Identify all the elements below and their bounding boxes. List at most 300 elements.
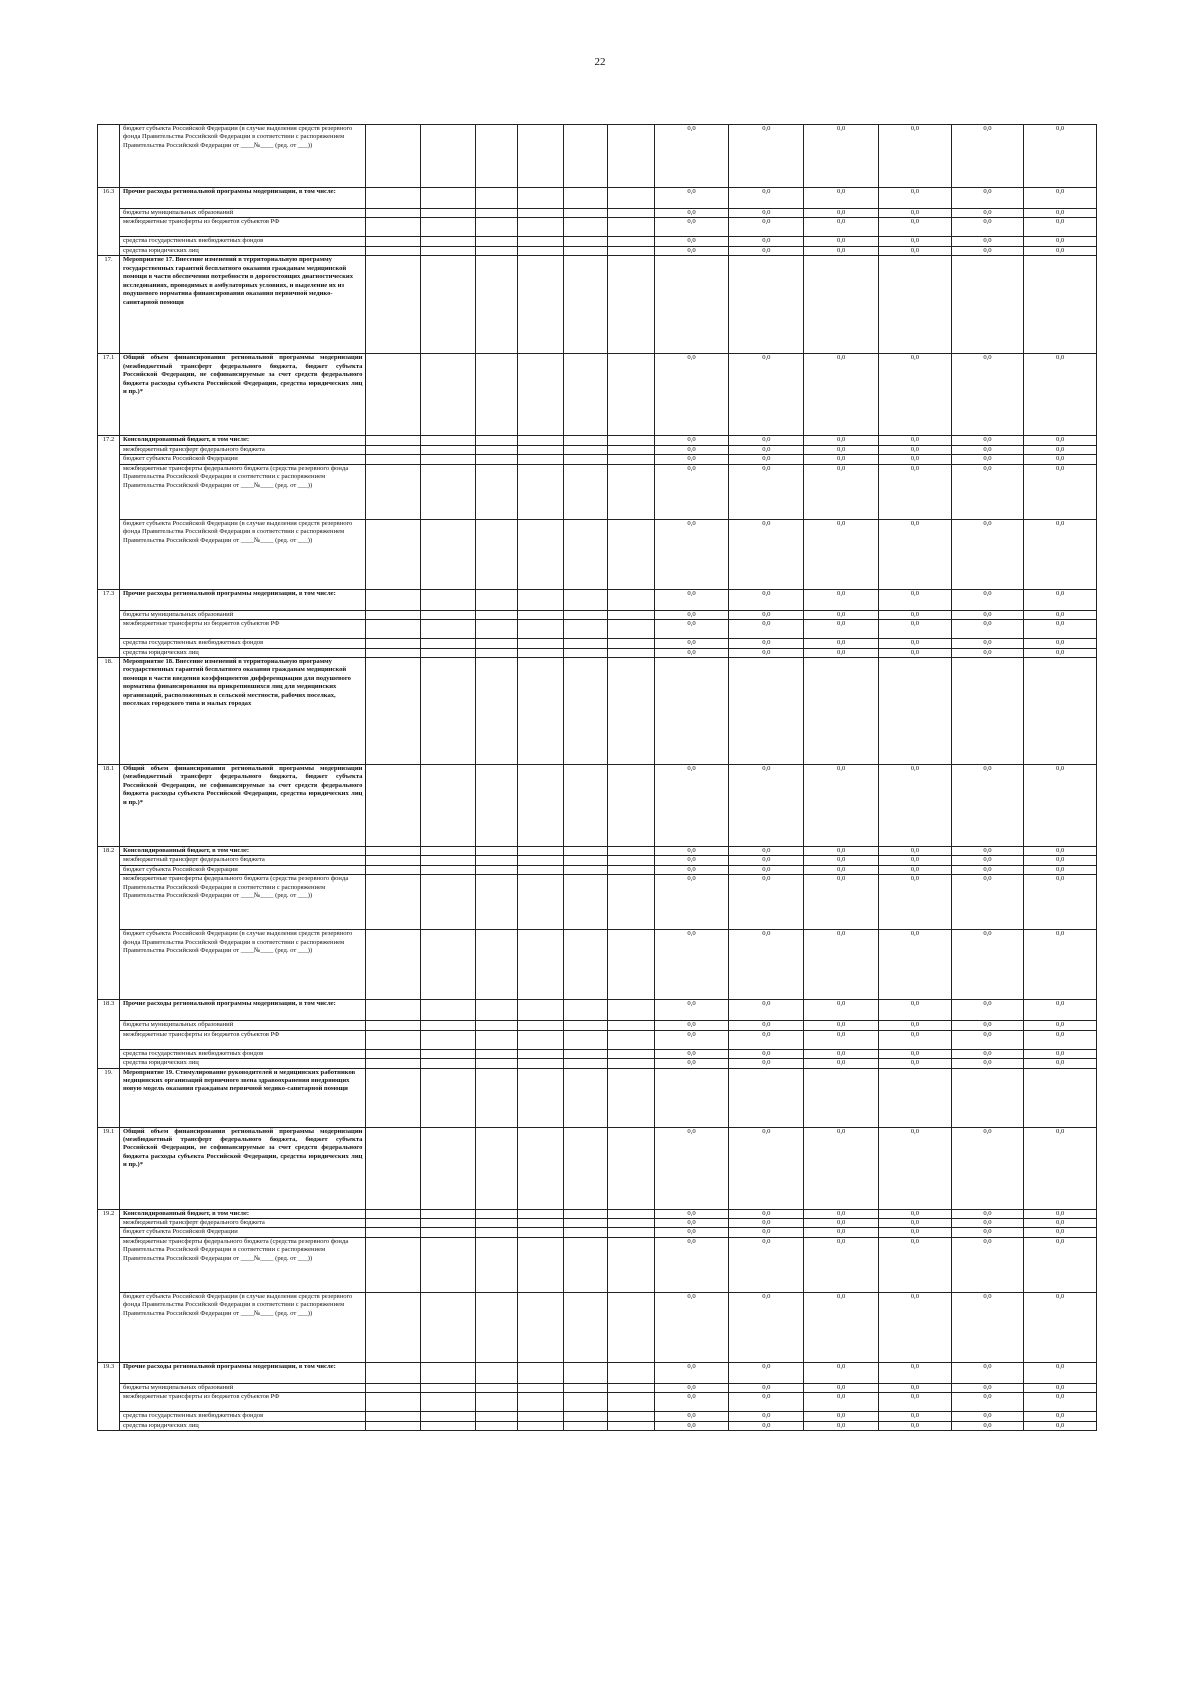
empty-cell: [564, 188, 608, 209]
empty-cell: [366, 1059, 421, 1068]
empty-cell: [518, 209, 564, 218]
empty-cell: [518, 1021, 564, 1030]
empty-cell: [564, 1362, 608, 1383]
value-cell: 0,0: [804, 436, 879, 445]
value-cell: 0,0: [879, 1412, 952, 1421]
value-cell: [879, 657, 952, 764]
empty-cell: [421, 589, 476, 610]
empty-cell: [518, 125, 564, 188]
empty-cell: [518, 1228, 564, 1237]
financing-table: [97, 124, 1097, 1431]
empty-cell: [608, 188, 654, 209]
empty-cell: [564, 209, 608, 218]
value-cell: 0,0: [1024, 436, 1097, 445]
empty-cell: [564, 1059, 608, 1068]
value-cell: 0,0: [654, 354, 729, 436]
row-label: бюджет субъекта Российской Федерации (в случае выделения средств резервного фонда Правительства Российской Федерации в соответствии с распоряжением Правительства Российской Федерации от ____№____ (ред. от ___)): [120, 1292, 366, 1362]
value-cell: 0,0: [729, 875, 804, 930]
value-cell: 0,0: [654, 436, 729, 445]
table-row: [98, 875, 1097, 930]
measure-description: Мероприятие 19. Стимулирование руководителей и медицинских работников медицинских организаций первичного звена здравоохранения внедряющих новую модель оказания гражданам первичной медико-санитарной помощи: [120, 1068, 366, 1127]
row-number: [98, 125, 120, 188]
empty-cell: [564, 1393, 608, 1412]
empty-cell: [476, 464, 518, 519]
value-cell: 0,0: [804, 1021, 879, 1030]
empty-cell: [608, 1030, 654, 1049]
value-cell: 0,0: [654, 1292, 729, 1362]
value-cell: 0,0: [804, 648, 879, 657]
empty-cell: [476, 1000, 518, 1021]
empty-cell: [421, 865, 476, 874]
row-label: межбюджетные трансферты из бюджетов субъектов РФ: [120, 620, 366, 639]
value-cell: 0,0: [951, 209, 1024, 218]
empty-cell: [421, 455, 476, 464]
empty-cell: [518, 610, 564, 619]
value-cell: 0,0: [804, 856, 879, 865]
value-cell: 0,0: [879, 930, 952, 1000]
table-row: [98, 1237, 1097, 1292]
value-cell: 0,0: [879, 519, 952, 589]
value-cell: 0,0: [879, 639, 952, 648]
value-cell: 0,0: [951, 610, 1024, 619]
value-cell: 0,0: [879, 1292, 952, 1362]
empty-cell: [421, 1068, 476, 1127]
empty-cell: [421, 610, 476, 619]
value-cell: 0,0: [951, 1362, 1024, 1383]
value-cell: 0,0: [1024, 620, 1097, 639]
empty-cell: [608, 218, 654, 237]
empty-cell: [421, 256, 476, 354]
empty-cell: [608, 237, 654, 246]
value-cell: 0,0: [654, 1393, 729, 1412]
empty-cell: [366, 237, 421, 246]
value-cell: 0,0: [654, 1383, 729, 1392]
value-cell: 0,0: [1024, 1219, 1097, 1228]
empty-cell: [476, 1030, 518, 1049]
empty-cell: [476, 246, 518, 255]
row-label: средства государственных внебюджетных фондов: [120, 1412, 366, 1421]
row-label: бюджет субъекта Российской Федерации (в случае выделения средств резервного фонда Правительства Российской Федерации в соответствии с распоряжением Правительства Российской Федерации от ____№____ (ред. от ___)): [120, 930, 366, 1000]
empty-cell: [476, 589, 518, 610]
empty-cell: [421, 464, 476, 519]
value-cell: 0,0: [804, 1219, 879, 1228]
empty-cell: [564, 519, 608, 589]
value-cell: 0,0: [804, 445, 879, 454]
table-row: [98, 1068, 1097, 1127]
value-cell: 0,0: [951, 1421, 1024, 1430]
value-cell: 0,0: [729, 1237, 804, 1292]
measure-description: Мероприятие 18. Внесение изменений в территориальную программу государственных гарантий бесплатного оказания гражданам медицинской помощи в части введения коэффициентов дифференциации для подушевого норматива финансирования на прикрепившихся лиц для медицинских организаций, расположенных в сельской местности, рабочих поселках, поселках городского типа и малых городах: [120, 657, 366, 764]
row-number: 17.2: [98, 436, 120, 589]
empty-cell: [564, 639, 608, 648]
row-label: межбюджетные трансферты из бюджетов субъектов РФ: [120, 1030, 366, 1049]
value-cell: 0,0: [879, 209, 952, 218]
empty-cell: [421, 1030, 476, 1049]
page-number: 22: [594, 56, 606, 68]
value-cell: 0,0: [1024, 455, 1097, 464]
empty-cell: [476, 188, 518, 209]
table-row: [98, 1059, 1097, 1068]
value-cell: [951, 657, 1024, 764]
value-cell: 0,0: [951, 764, 1024, 846]
value-cell: 0,0: [1024, 1292, 1097, 1362]
value-cell: 0,0: [654, 1237, 729, 1292]
value-cell: 0,0: [879, 875, 952, 930]
value-cell: 0,0: [654, 589, 729, 610]
value-cell: 0,0: [879, 1383, 952, 1392]
value-cell: 0,0: [654, 246, 729, 255]
value-cell: 0,0: [1024, 1021, 1097, 1030]
empty-cell: [366, 246, 421, 255]
row-label: бюджет субъекта Российской Федерации (в случае выделения средств резервного фонда Правительства Российской Федерации в соответствии с распоряжением Правительства Российской Федерации от ____№____ (ред. от ___)): [120, 125, 366, 188]
value-cell: 0,0: [729, 1021, 804, 1030]
value-cell: 0,0: [654, 1021, 729, 1030]
empty-cell: [518, 1237, 564, 1292]
empty-cell: [608, 846, 654, 855]
empty-cell: [421, 519, 476, 589]
empty-cell: [518, 856, 564, 865]
value-cell: 0,0: [654, 188, 729, 209]
row-label: средства государственных внебюджетных фондов: [120, 237, 366, 246]
row-label: Консолидированный бюджет, в том числе:: [120, 436, 366, 445]
value-cell: 0,0: [654, 464, 729, 519]
row-number: 18.1: [98, 764, 120, 846]
table-row: [98, 1393, 1097, 1412]
empty-cell: [366, 875, 421, 930]
empty-cell: [366, 354, 421, 436]
empty-cell: [608, 354, 654, 436]
empty-cell: [421, 1000, 476, 1021]
value-cell: 0,0: [804, 1127, 879, 1209]
empty-cell: [564, 464, 608, 519]
value-cell: [654, 1068, 729, 1127]
row-label: Прочие расходы региональной программы модернизации, в том числе:: [120, 589, 366, 610]
empty-cell: [518, 1292, 564, 1362]
empty-cell: [366, 846, 421, 855]
empty-cell: [518, 846, 564, 855]
value-cell: 0,0: [879, 856, 952, 865]
table-row: [98, 1000, 1097, 1021]
empty-cell: [608, 464, 654, 519]
empty-cell: [476, 1383, 518, 1392]
value-cell: 0,0: [951, 1237, 1024, 1292]
empty-cell: [366, 1049, 421, 1058]
value-cell: 0,0: [654, 1127, 729, 1209]
empty-cell: [476, 620, 518, 639]
value-cell: 0,0: [729, 1059, 804, 1068]
empty-cell: [366, 1412, 421, 1421]
table-row: [98, 1292, 1097, 1362]
empty-cell: [476, 1292, 518, 1362]
value-cell: 0,0: [729, 1000, 804, 1021]
value-cell: 0,0: [729, 1383, 804, 1392]
value-cell: 0,0: [729, 519, 804, 589]
value-cell: 0,0: [804, 610, 879, 619]
empty-cell: [366, 125, 421, 188]
empty-cell: [366, 436, 421, 445]
empty-cell: [421, 1237, 476, 1292]
value-cell: 0,0: [654, 1362, 729, 1383]
value-cell: 0,0: [729, 218, 804, 237]
row-label: Общий объем финансирования региональной программы модернизации (межбюджетный трансферт федерального бюджета, бюджет субъекта Российской Федерации, не софинансируемые за счет средств федерального бюджета расходы субъекта Российской Федерации, средства юридических лиц и пр.)*: [120, 764, 366, 846]
value-cell: 0,0: [1024, 188, 1097, 209]
empty-cell: [366, 1068, 421, 1127]
empty-cell: [421, 1209, 476, 1218]
empty-cell: [608, 648, 654, 657]
empty-cell: [608, 209, 654, 218]
empty-cell: [564, 610, 608, 619]
empty-cell: [421, 436, 476, 445]
table-row: [98, 610, 1097, 619]
value-cell: 0,0: [729, 1292, 804, 1362]
value-cell: 0,0: [654, 1030, 729, 1049]
value-cell: 0,0: [951, 1228, 1024, 1237]
value-cell: 0,0: [804, 1228, 879, 1237]
row-label: бюджеты муниципальных образований: [120, 610, 366, 619]
value-cell: 0,0: [1024, 445, 1097, 454]
value-cell: 0,0: [729, 354, 804, 436]
empty-cell: [421, 246, 476, 255]
value-cell: [804, 1068, 879, 1127]
empty-cell: [608, 1127, 654, 1209]
empty-cell: [608, 930, 654, 1000]
empty-cell: [608, 1209, 654, 1218]
value-cell: 0,0: [951, 1292, 1024, 1362]
value-cell: 0,0: [804, 246, 879, 255]
empty-cell: [476, 1362, 518, 1383]
row-label: бюджеты муниципальных образований: [120, 1021, 366, 1030]
value-cell: 0,0: [804, 846, 879, 855]
value-cell: 0,0: [729, 930, 804, 1000]
value-cell: 0,0: [1024, 875, 1097, 930]
row-label: средства юридических лиц: [120, 648, 366, 657]
empty-cell: [476, 1049, 518, 1058]
row-label: Консолидированный бюджет, в том числе:: [120, 1209, 366, 1218]
empty-cell: [476, 1421, 518, 1430]
empty-cell: [476, 1068, 518, 1127]
row-label: межбюджетный трансферт федерального бюджета: [120, 445, 366, 454]
empty-cell: [366, 1228, 421, 1237]
empty-cell: [421, 1219, 476, 1228]
empty-cell: [608, 1219, 654, 1228]
empty-cell: [421, 218, 476, 237]
value-cell: 0,0: [879, 1219, 952, 1228]
value-cell: [729, 1068, 804, 1127]
empty-cell: [608, 856, 654, 865]
value-cell: 0,0: [729, 445, 804, 454]
empty-cell: [518, 237, 564, 246]
value-cell: 0,0: [729, 865, 804, 874]
value-cell: 0,0: [1024, 1127, 1097, 1209]
row-label: межбюджетный трансферт федерального бюджета: [120, 1219, 366, 1228]
row-number: 19.3: [98, 1362, 120, 1430]
empty-cell: [476, 209, 518, 218]
value-cell: 0,0: [729, 246, 804, 255]
empty-cell: [476, 1021, 518, 1030]
empty-cell: [476, 1237, 518, 1292]
empty-cell: [366, 1000, 421, 1021]
value-cell: 0,0: [804, 1393, 879, 1412]
empty-cell: [366, 519, 421, 589]
empty-cell: [366, 1237, 421, 1292]
value-cell: 0,0: [729, 620, 804, 639]
empty-cell: [476, 610, 518, 619]
table-row: [98, 237, 1097, 246]
empty-cell: [421, 1362, 476, 1383]
empty-cell: [564, 589, 608, 610]
value-cell: 0,0: [951, 930, 1024, 1000]
table-row: [98, 455, 1097, 464]
value-cell: 0,0: [1024, 1030, 1097, 1049]
table-row: [98, 648, 1097, 657]
value-cell: 0,0: [879, 354, 952, 436]
empty-cell: [518, 1127, 564, 1209]
value-cell: 0,0: [879, 1237, 952, 1292]
value-cell: 0,0: [804, 930, 879, 1000]
value-cell: 0,0: [951, 188, 1024, 209]
value-cell: 0,0: [951, 639, 1024, 648]
value-cell: 0,0: [804, 1292, 879, 1362]
empty-cell: [366, 188, 421, 209]
row-label: Общий объем финансирования региональной программы модернизации (межбюджетный трансферт федерального бюджета, бюджет субъекта Российской Федерации, не софинансируемые за счет средств федерального бюджета расходы субъекта Российской Федерации, средства юридических лиц и пр.)*: [120, 354, 366, 436]
value-cell: 0,0: [879, 1049, 952, 1058]
value-cell: 0,0: [951, 1383, 1024, 1392]
empty-cell: [564, 237, 608, 246]
empty-cell: [476, 436, 518, 445]
table-row: [98, 436, 1097, 445]
empty-cell: [476, 856, 518, 865]
empty-cell: [366, 209, 421, 218]
table-row: [98, 1421, 1097, 1430]
empty-cell: [476, 846, 518, 855]
row-label: средства юридических лиц: [120, 1421, 366, 1430]
empty-cell: [564, 1219, 608, 1228]
value-cell: 0,0: [654, 1000, 729, 1021]
empty-cell: [421, 1421, 476, 1430]
value-cell: 0,0: [729, 846, 804, 855]
value-cell: [1024, 657, 1097, 764]
empty-cell: [608, 1049, 654, 1058]
empty-cell: [366, 455, 421, 464]
empty-cell: [421, 237, 476, 246]
empty-cell: [366, 589, 421, 610]
value-cell: 0,0: [729, 1049, 804, 1058]
empty-cell: [421, 209, 476, 218]
empty-cell: [518, 648, 564, 657]
value-cell: 0,0: [654, 125, 729, 188]
value-cell: [654, 657, 729, 764]
empty-cell: [421, 1021, 476, 1030]
empty-cell: [608, 1383, 654, 1392]
empty-cell: [421, 1059, 476, 1068]
value-cell: 0,0: [654, 237, 729, 246]
empty-cell: [564, 445, 608, 454]
empty-cell: [366, 1421, 421, 1430]
value-cell: 0,0: [1024, 1049, 1097, 1058]
empty-cell: [421, 620, 476, 639]
table-row: [98, 846, 1097, 855]
row-number: 17.: [98, 256, 120, 354]
value-cell: 0,0: [804, 1412, 879, 1421]
value-cell: [1024, 256, 1097, 354]
value-cell: 0,0: [879, 1030, 952, 1049]
value-cell: 0,0: [951, 246, 1024, 255]
value-cell: 0,0: [729, 1228, 804, 1237]
row-label: межбюджетные трансферты федерального бюджета (средства резервного фонда Правительства Российской Федерации в соответствии с распоряжением Правительства Российской Федерации от ____№____ (ред. от ___)): [120, 1237, 366, 1292]
empty-cell: [518, 1393, 564, 1412]
empty-cell: [608, 1292, 654, 1362]
empty-cell: [564, 1030, 608, 1049]
value-cell: 0,0: [1024, 1228, 1097, 1237]
empty-cell: [608, 246, 654, 255]
value-cell: 0,0: [951, 620, 1024, 639]
table-row: [98, 1383, 1097, 1392]
row-number: 17.3: [98, 589, 120, 657]
row-label: межбюджетный трансферт федерального бюджета: [120, 856, 366, 865]
row-number: 18.3: [98, 1000, 120, 1068]
empty-cell: [608, 657, 654, 764]
value-cell: 0,0: [804, 237, 879, 246]
value-cell: 0,0: [729, 188, 804, 209]
empty-cell: [421, 188, 476, 209]
row-label: средства государственных внебюджетных фондов: [120, 639, 366, 648]
empty-cell: [564, 648, 608, 657]
value-cell: 0,0: [804, 455, 879, 464]
value-cell: 0,0: [654, 648, 729, 657]
empty-cell: [564, 657, 608, 764]
row-label: средства государственных внебюджетных фондов: [120, 1049, 366, 1058]
value-cell: 0,0: [729, 639, 804, 648]
value-cell: 0,0: [804, 875, 879, 930]
value-cell: [729, 657, 804, 764]
table-row: [98, 1127, 1097, 1209]
row-label: межбюджетные трансферты из бюджетов субъектов РФ: [120, 1393, 366, 1412]
empty-cell: [564, 1049, 608, 1058]
empty-cell: [518, 188, 564, 209]
table-row: [98, 865, 1097, 874]
value-cell: 0,0: [951, 1049, 1024, 1058]
value-cell: 0,0: [951, 875, 1024, 930]
value-cell: 0,0: [1024, 209, 1097, 218]
value-cell: 0,0: [951, 125, 1024, 188]
row-label: бюджет субъекта Российской Федерации: [120, 1228, 366, 1237]
empty-cell: [421, 856, 476, 865]
empty-cell: [421, 1127, 476, 1209]
value-cell: 0,0: [654, 1219, 729, 1228]
value-cell: 0,0: [654, 856, 729, 865]
value-cell: 0,0: [951, 1021, 1024, 1030]
empty-cell: [518, 1059, 564, 1068]
empty-cell: [366, 856, 421, 865]
empty-cell: [366, 764, 421, 846]
empty-cell: [366, 657, 421, 764]
value-cell: 0,0: [951, 519, 1024, 589]
table-row: [98, 1412, 1097, 1421]
table-row: [98, 354, 1097, 436]
table-row: [98, 1219, 1097, 1228]
row-label: межбюджетные трансферты из бюджетов субъектов РФ: [120, 218, 366, 237]
value-cell: 0,0: [804, 1421, 879, 1430]
empty-cell: [366, 1292, 421, 1362]
value-cell: 0,0: [1024, 1362, 1097, 1383]
empty-cell: [518, 764, 564, 846]
value-cell: 0,0: [879, 464, 952, 519]
table-row: [98, 125, 1097, 188]
value-cell: 0,0: [879, 1127, 952, 1209]
empty-cell: [564, 1068, 608, 1127]
row-label: бюджеты муниципальных образований: [120, 1383, 366, 1392]
table-body: [98, 125, 1097, 1431]
